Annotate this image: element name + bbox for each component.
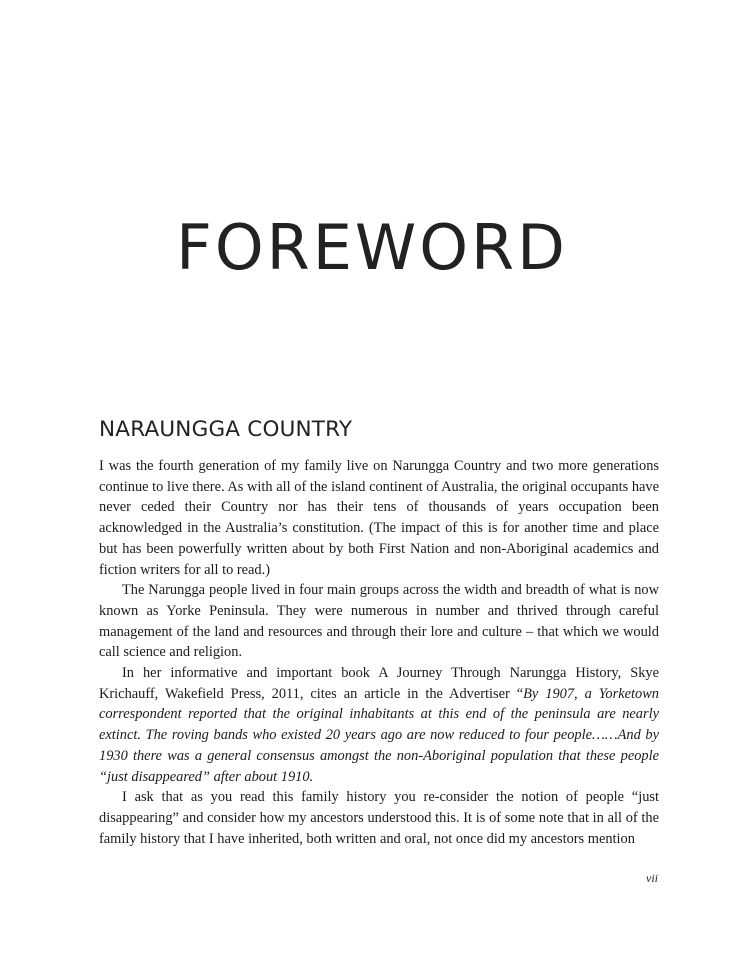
paragraph-2: The Narungga people lived in four main groups across the width and breadth of what is now known as Yorke Peninsula. They were numerous in number and thrived through careful management of the land and resources and through their lore and culture – that which we would call science and religion. [99, 582, 659, 661]
body-text [99, 456, 659, 849]
paragraph-4: I ask that as you read this family history you re-consider the notion of people “just disappearing” and consider how my ancestors understood this. It is of some note that in all of the family history that I have inherited, both written and oral, not once did my ancestors mention [99, 789, 659, 847]
paragraph-3-intro: In her informative and important book A Journey Through Narungga History, Skye Krichauff, Wakefield Press, 2011, cites an article in the Advertiser “ [99, 665, 659, 702]
paragraph-3-quote: By 1907, a Yorketown correspondent reported that the original inhabitants at this end of the peninsula are nearly extinct. The roving bands who existed 20 years ago are now reduced to four people……And by 1930 there was a general consensus amongst the non-Aboriginal population that these people “just disappeared” after about 1910. [99, 685, 659, 785]
page-number: vii [646, 871, 658, 885]
paragraph-1: I was the fourth generation of my family live on Narungga Country and two more generations continue to live there. As with all of the island continent of Australia, the original occupants have never ceded their Country nor has their tens of thousands of years occupation been acknowledged in the Australia’s constitution. (The impact of this is for another time and place but has been powerfully written about by both First Nation and non-Aboriginal academics and fiction writers for all to read.) [99, 458, 659, 578]
paragraph-3 [99, 663, 659, 787]
page-title: FOREWORD [176, 211, 568, 284]
section-heading: NARAUNGGA COUNTRY [99, 417, 353, 442]
